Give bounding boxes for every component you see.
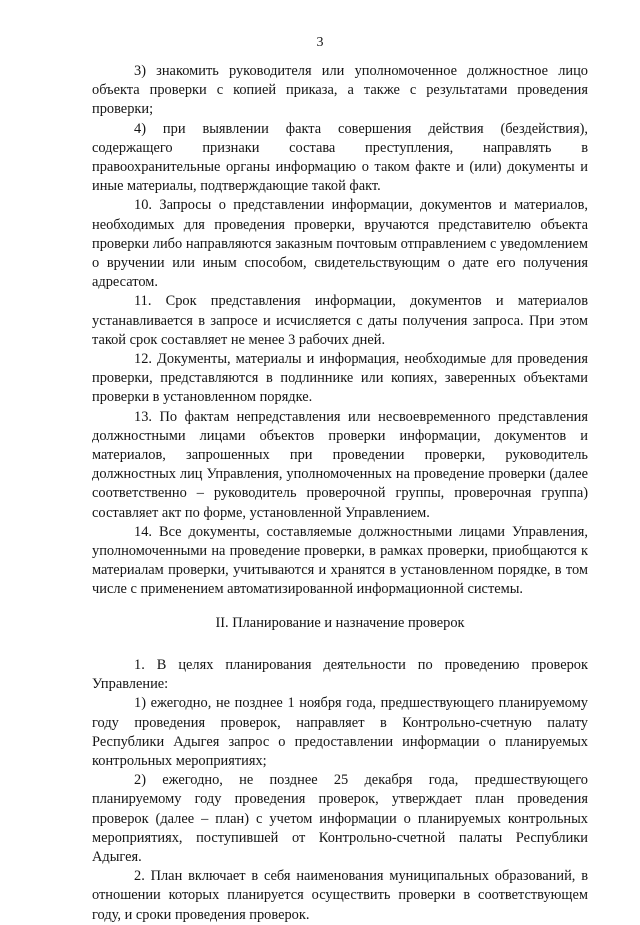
document-body [92, 62, 588, 925]
paragraph-item-4: 4) при выявлении факта совершения действия (бездействия), содержащего признаки состава преступления, направлять в правоохранительные органы информацию о таком факте и (или) документы и иные материалы, подтверждающие такой факт. [92, 120, 588, 195]
paragraph-clause-10: 10. Запросы о представлении информации, документов и материалов, необходимых для проведения проверки, вручаются представителю объекта проверки либо направляются заказным почтовым отправлением с уведомлением о вручении или иным способом, свидетельствующим о дате его получения адресатом. [92, 197, 588, 291]
paragraph-section2-clause-1: 1. В целях планирования деятельности по проведению проверок Управление: [92, 656, 588, 693]
paragraph-section2-clause-2: 2. План включает в себя наименования муниципальных образований, в отношении которых планируется осуществить проверки в соответствующем году, и сроки проведения проверок. [92, 868, 588, 923]
paragraph-clause-13: 13. По фактам непредставления или несвоевременного представления должностными лицами объектов проверки информации, документов и материалов, запрошенных при проведении проверки, руководитель должностных лиц Управления, уполномоченных на проведение проверки (далее соответственно – руководитель проверочной группы, проверочная группа) составляет акт по форме, установленной Управлением. [92, 408, 588, 521]
section-heading: II. Планирование и назначение проверок [215, 614, 465, 631]
paragraph-clause-14: 14. Все документы, составляемые должностными лицами Управления, уполномоченными на проведение проверки, в рамках проверки, приобщаются к материалам проверки, учитываются и хранятся в установленном порядке, в том числе с применением автоматизированной информационной системы. [92, 523, 588, 598]
paragraph-clause-11: 11. Срок представления информации, документов и материалов устанавливается в запросе и исчисляется с даты получения запроса. При этом такой срок составляет не менее 3 рабочих дней. [92, 293, 588, 348]
page-number: 3 [316, 35, 324, 50]
paragraph-section2-item-2: 2) ежегодно, не позднее 25 декабря года, предшествующего планируемому году проведения проверок, утверждает план проведения проверок (далее – план) с учетом информации о планируемых контрольных мероприятиях, поступившей от Контрольно-счетной палаты Республики Адыгея. [92, 772, 588, 865]
paragraph-clause-12: 12. Документы, материалы и информация, необходимые для проведения проверки, представляются в подлиннике или копиях, заверенных объектами проверки в установленном порядке. [92, 351, 588, 406]
paragraph-section2-item-1: 1) ежегодно, не позднее 1 ноября года, предшествующего планируемому году проведения проверок, направляет в Контрольно-счетную палату Республики Адыгея запрос о предоставлении информации о планируемых контрольных мероприятиях; [92, 695, 588, 769]
paragraph-item-3: 3) знакомить руководителя или уполномоченное должностное лицо объекта проверки с копией приказа, а также с результатами проведения проверки; [92, 63, 588, 118]
